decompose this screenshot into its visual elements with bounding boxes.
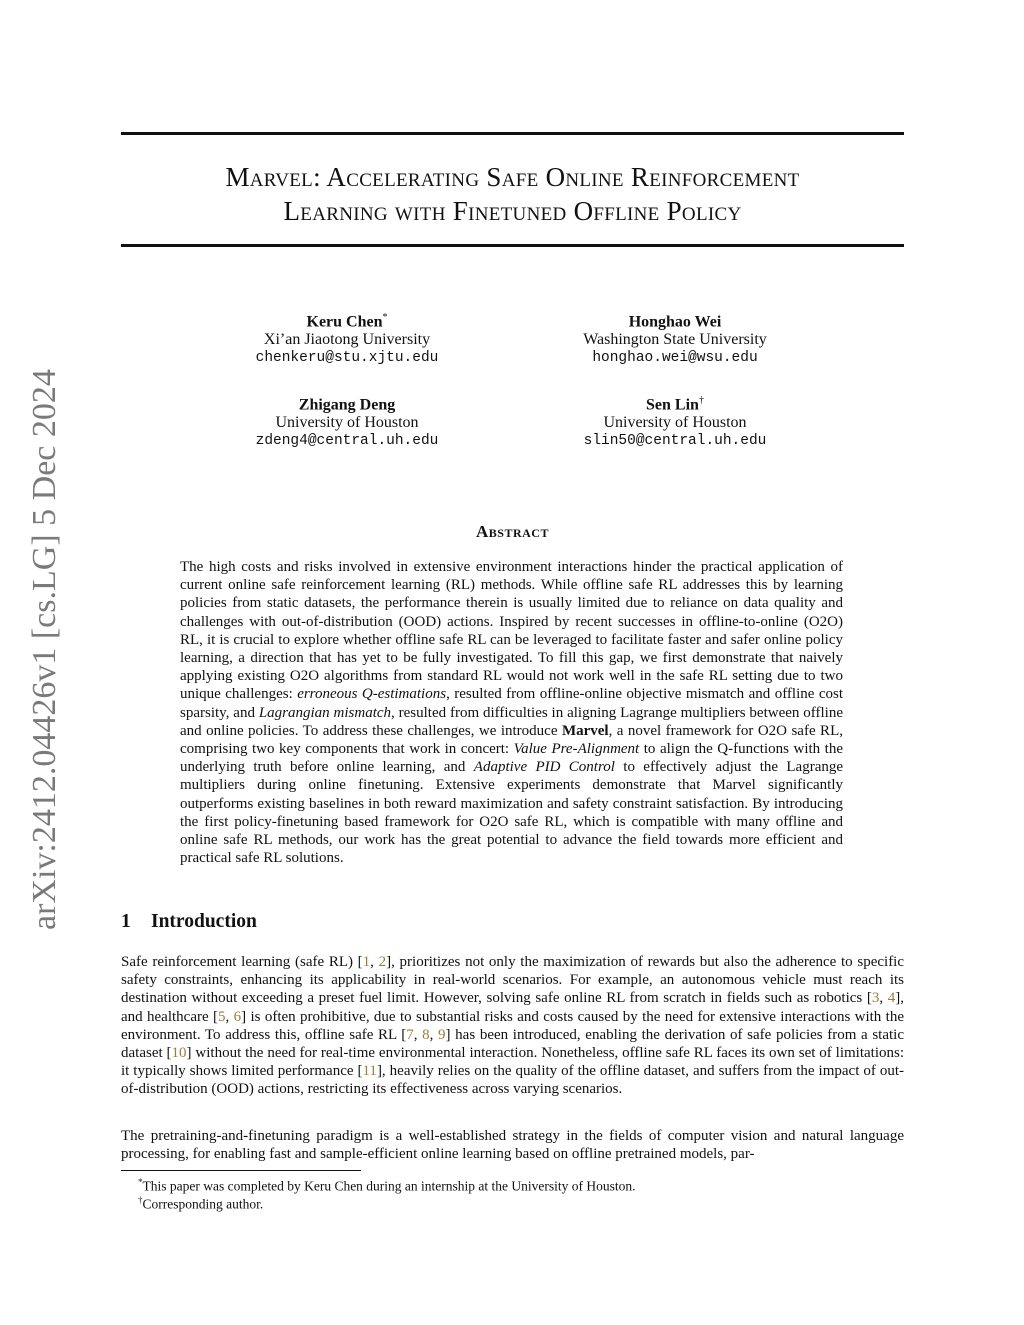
footnote-text: This paper was completed by Keru Chen during an internship at the University of Houston. [142,1178,636,1194]
footnote-mark: † [138,1195,143,1205]
citation-link[interactable]: 8 [422,1026,430,1043]
author-affiliation: Xi’an Jiaotong University [263,331,431,349]
author-footnote-mark: † [698,395,704,406]
title-top-rule [121,132,904,135]
citation-link[interactable]: 5 [218,1008,226,1025]
author-name: Sen Lin† [646,395,704,414]
abstract-heading: Abstract [476,522,549,541]
citation-link[interactable]: 6 [233,1008,242,1025]
citation-link[interactable]: 9 [438,1026,446,1043]
citation-link[interactable]: 10 [171,1045,187,1062]
citation-link[interactable]: 2 [378,954,387,970]
author-affiliation: University of Houston [275,414,419,432]
author-name: Keru Chen* [306,312,388,331]
footnote-rule [121,1170,361,1171]
paper-title-line-1: Marvel: Accelerating Safe Online Reinforcement [225,162,800,192]
footnote-text: Corresponding author. [142,1196,264,1212]
author-block [525,392,825,450]
author-block [525,309,825,367]
author-email[interactable]: slin50@central.uh.edu [583,433,767,450]
citation-link[interactable]: 4 [887,990,896,1007]
section-number: 1 [121,911,131,932]
footnote-mark: * [138,1177,143,1187]
section-title: Introduction [151,911,257,932]
title-bottom-rule [121,244,904,247]
arxiv-side-stamp: arXiv:2412.04426v1 [cs.LG] 5 Dec 2024 [26,369,63,931]
footnote [138,1192,263,1213]
author-name: Zhigang Deng [298,396,396,414]
citation-link[interactable]: 3 [871,990,880,1007]
author-email[interactable]: chenkeru@stu.xjtu.edu [255,350,439,367]
paper-title-line-2: Learning with Finetuned Offline Policy [283,196,742,226]
author-block [197,309,497,367]
citation-link[interactable]: 1 [362,954,371,970]
author-email[interactable]: zdeng4@central.uh.edu [255,433,439,450]
author-affiliation: University of Houston [603,414,747,432]
author-name: Honghao Wei [628,313,722,331]
author-email[interactable]: honghao.wei@wsu.edu [592,350,758,367]
citation-link[interactable]: 11 [362,1063,377,1080]
citation-link[interactable]: 7 [406,1026,414,1043]
intro-paragraph-1: Safe reinforcement learning (safe RL) [1, 2], prioritizes not only the maximization of rewards but also the adherence to specific safety constraints, enhancing its applicability in real-world scenarios. For example, an autonomous vehicle must reach its destination without exceeding a preset fuel limit. However, solving safe online RL from scratch in fields such as robotics [3, 4], and healthcare [5, 6] is often prohibitive, due to substantial risks and costs caused by the need for extensive interactions with the environment. To address this, offline safe RL [7, 8, 9] has been introduced, enabling the derivation of safe policies from a static dataset [10] without the need for real-time environmental interaction. Nonetheless, offline safe RL faces its own set of limitations: it typically shows limited performance [11], heavily relies on the quality of the offline dataset, and suffers from the impact of out-of-distribution (OOD) actions, restricting its effectiveness across varying scenarios. [121,954,905,1098]
abstract-body: The high costs and risks involved in extensive environment interactions hinder the practical application of current online safe reinforcement learning (RL) methods. While offline safe RL addresses this by learning policies from static datasets, the performance therein is usually limited due to reliance on data quality and challenges with out-of-distribution (OOD) actions. Inspired by recent successes in offline-to-online (O2O) RL, it is crucial to explore whether offline safe RL can be leveraged to facilitate faster and safer online policy learning, a direction that has yet to be fully investigated. To fill this gap, we first demonstrate that naively applying existing O2O algorithms from standard RL would not work well in the safe RL setting due to two unique challenges: erroneous Q-estimations, resulted from offline-online objective mismatch and offline cost sparsity, and Lagrangian mismatch, resulted from difficulties in aligning Lagrange multipliers between offline and online policies. To address these challenges, we introduce Marvel, a novel framework for O2O safe RL, comprising two key components that work in concert: Value Pre-Alignment to align the Q-functions with the underlying truth before online learning, and Adaptive PID Control to effectively adjust the Lagrange multipliers during online finetuning. Extensive experiments demonstrate that Marvel significantly outperforms existing baselines in both reward maximization and safety constraint satisfaction. By introducing the first policy-finetuning based framework for O2O safe RL, which is compatible with many offline and online safe RL methods, our work has the great potential to advance the field towards more efficient and practical safe RL solutions. [180,559,844,867]
section-heading [121,911,257,933]
author-affiliation: Washington State University [583,331,767,349]
author-footnote-mark: * [382,312,388,323]
author-block [197,392,497,450]
intro-paragraph-2: The pretraining-and-finetuning paradigm is a well-established strategy in the fields of computer vision and natural language processing, for enabling fast and sample-efficient online learning based on offline pretrained models, par- [121,1128,904,1163]
